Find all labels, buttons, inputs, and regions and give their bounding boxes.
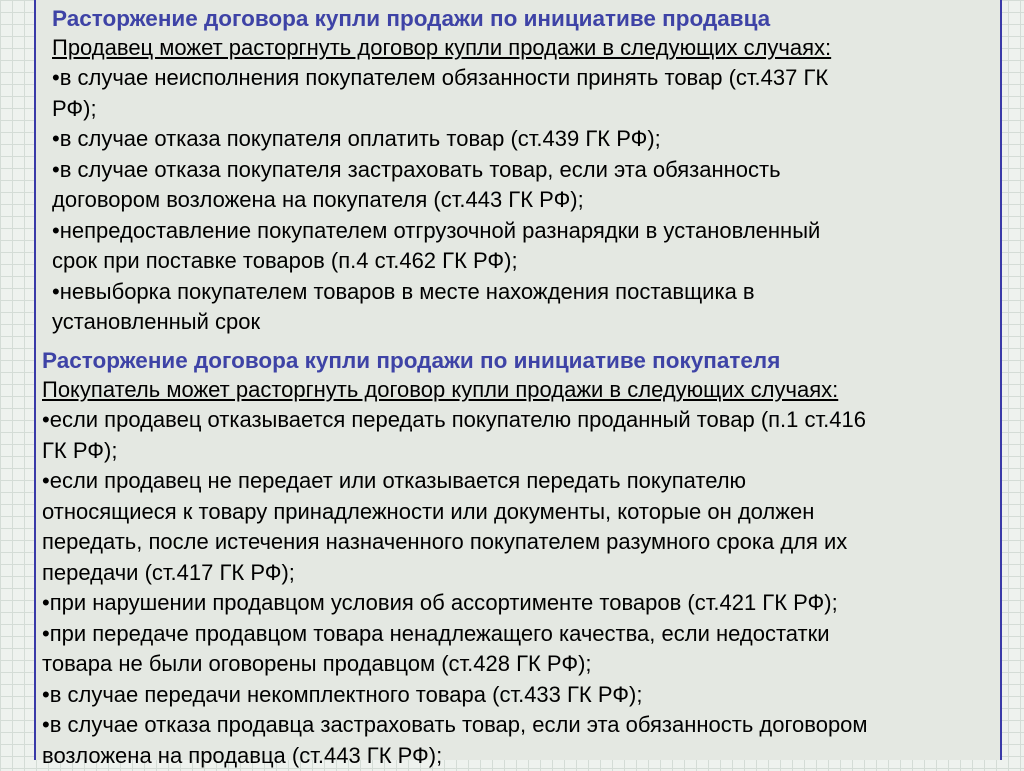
- buyer-line: •если продавец отказывается передать покупателю проданный товар (п.1 ст.416: [42, 405, 1012, 436]
- buyer-line: •при передаче продавцом товара ненадлежащего качества, если недостатки: [42, 619, 1012, 650]
- seller-line: •невыборка покупателем товаров в месте нахождения поставщика в: [52, 277, 992, 308]
- seller-line: •в случае неисполнения покупателем обязанности принять товар (ст.437 ГК: [52, 63, 992, 94]
- buyer-line: •в случае передачи некомплектного товара (ст.433 ГК РФ);: [42, 680, 1012, 711]
- seller-line: •в случае отказа покупателя оплатить товар (ст.439 ГК РФ);: [52, 124, 992, 155]
- buyer-line: ГК РФ);: [42, 436, 1012, 467]
- seller-section-subtitle: Продавец может расторгнуть договор купли продажи в следующих случаях:: [52, 33, 992, 63]
- seller-line: срок при поставке товаров (п.4 ст.462 ГК РФ);: [52, 246, 992, 277]
- buyer-line: •при нарушении продавцом условия об ассортименте товаров (ст.421 ГК РФ);: [42, 588, 1012, 619]
- seller-line: •непредоставление покупателем отгрузочной разнарядки в установленный: [52, 216, 992, 247]
- buyer-termination-section: [42, 346, 1012, 771]
- buyer-line: возложена на продавца (ст.443 ГК РФ);: [42, 741, 1012, 771]
- buyer-line: товара не были оговорены продавцом (ст.428 ГК РФ);: [42, 649, 1012, 680]
- buyer-line: •если продавец не передает или отказывается передать покупателю: [42, 466, 1012, 497]
- seller-termination-section: [52, 4, 992, 338]
- buyer-section-subtitle: Покупатель может расторгнуть договор купли продажи в следующих случаях:: [42, 375, 1012, 405]
- seller-line: РФ);: [52, 94, 992, 125]
- seller-line: •в случае отказа покупателя застраховать товар, если эта обязанность: [52, 155, 992, 186]
- buyer-line: передачи (ст.417 ГК РФ);: [42, 558, 1012, 589]
- buyer-line: •в случае отказа продавца застраховать товар, если эта обязанность договором: [42, 710, 1012, 741]
- buyer-line: относящиеся к товару принадлежности или документы, которые он должен: [42, 497, 1012, 528]
- buyer-line: передать, после истечения назначенного покупателем разумного срока для их: [42, 527, 1012, 558]
- seller-line: установленный срок: [52, 307, 992, 338]
- buyer-section-title: Расторжение договора купли продажи по инициативе покупателя: [42, 346, 1012, 375]
- seller-section-title: Расторжение договора купли продажи по инициативе продавца: [52, 4, 992, 33]
- seller-line: договором возложена на покупателя (ст.443 ГК РФ);: [52, 185, 992, 216]
